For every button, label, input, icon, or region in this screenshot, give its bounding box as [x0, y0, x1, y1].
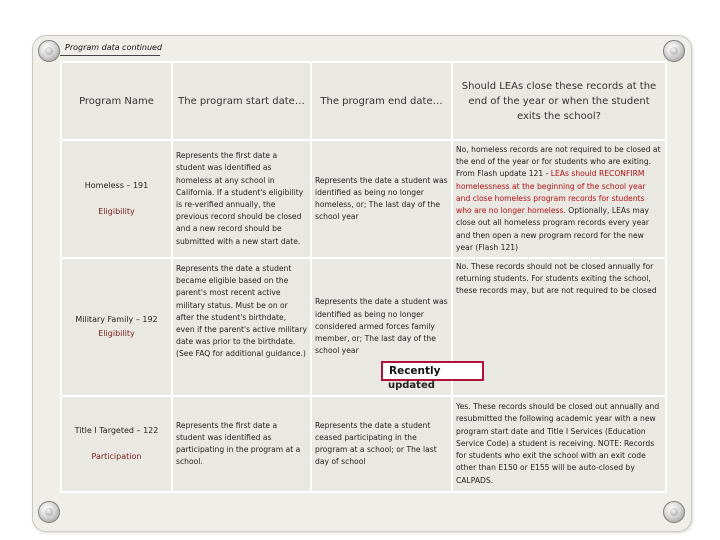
start-date-cell: Represents the first date a student was identified as homeless at any school in California. If a student's eligibility is re-verified annually, the previous record should be closed and a new record should be submitted with a new start date.	[172, 140, 311, 258]
table-row	[61, 140, 666, 258]
badge-overflow-text: updated	[388, 380, 435, 391]
end-date-cell: Represents the date a student ceased participating in the program at a school; or The last day of school	[311, 396, 452, 492]
pushpin-icon	[38, 40, 60, 62]
highlight-text: LEAs should RECONFIRM homelessness at the beginning of the school year and close homeless program records for students who are no longer homeless.	[456, 169, 646, 216]
table-header-row	[61, 62, 666, 140]
close-records-cell: No. These records should not be closed annually for returning students. For students exiting the school, these records may, but are not required to be closed	[452, 258, 666, 396]
program-name: Title I Targeted – 122	[74, 426, 159, 435]
recently-updated-badge: Recently	[381, 361, 484, 381]
program-name-cell	[61, 140, 172, 258]
column-header: Should LEAs close these records at the end of the year or when the student exits the school?	[452, 62, 666, 140]
program-type: Participation	[91, 452, 142, 461]
program-name: Military Family – 192	[75, 315, 158, 324]
program-data-table	[60, 61, 667, 493]
column-header: Program Name	[61, 62, 172, 140]
column-header: The program start date…	[172, 62, 311, 140]
end-date-cell: Represents the date a student was identified as being no longer homeless, or; The last day of the school year	[311, 140, 452, 258]
end-date-cell: Represents the date a student was identified as being no longer considered armed forces family member, or; The last day of the school year	[311, 258, 452, 396]
close-records-cell: No, homeless records are not required to be closed at the end of the year or for students who are exiting. From Flash update 121 - LEAs should RECONFIRM homelessness at the beginning of the school year and close homeless program records for students who are no longer homeless. Optionally, LEAs may close out all homeless program records every year and then open a new program record for the new year (Flash 121)	[452, 140, 666, 258]
start-date-cell: Represents the first date a student was identified as participating in the program at a school.	[172, 396, 311, 492]
program-type: Eligibility	[98, 329, 135, 338]
pushpin-icon	[663, 40, 685, 62]
header-underline	[60, 55, 160, 56]
program-name: Homeless – 191	[84, 181, 149, 190]
page-header: Program data continued	[65, 43, 163, 52]
start-date-cell: Represents the date a student became eligible based on the parent's most recent active military status. Must be on or after the student's birthdate, even if the parent's active military date was prior to the birthdate. (See FAQ for additional guidance.)	[172, 258, 311, 396]
close-records-cell: Yes. These records should be closed out annually and resubmitted the following academic year with a new program start date and Title I Services (Education Service Code) a student is receiving. NOTE: Records for students who exit the school with an exit code other than E150 or E155 will be auto-closed by CALPADS.	[452, 396, 666, 492]
program-name-cell	[61, 396, 172, 492]
pushpin-icon	[38, 501, 60, 523]
program-type: Eligibility	[98, 207, 135, 216]
table-row	[61, 396, 666, 492]
column-header: The program end date…	[311, 62, 452, 140]
pushpin-icon	[663, 501, 685, 523]
program-name-cell	[61, 258, 172, 396]
table-row	[61, 258, 666, 396]
